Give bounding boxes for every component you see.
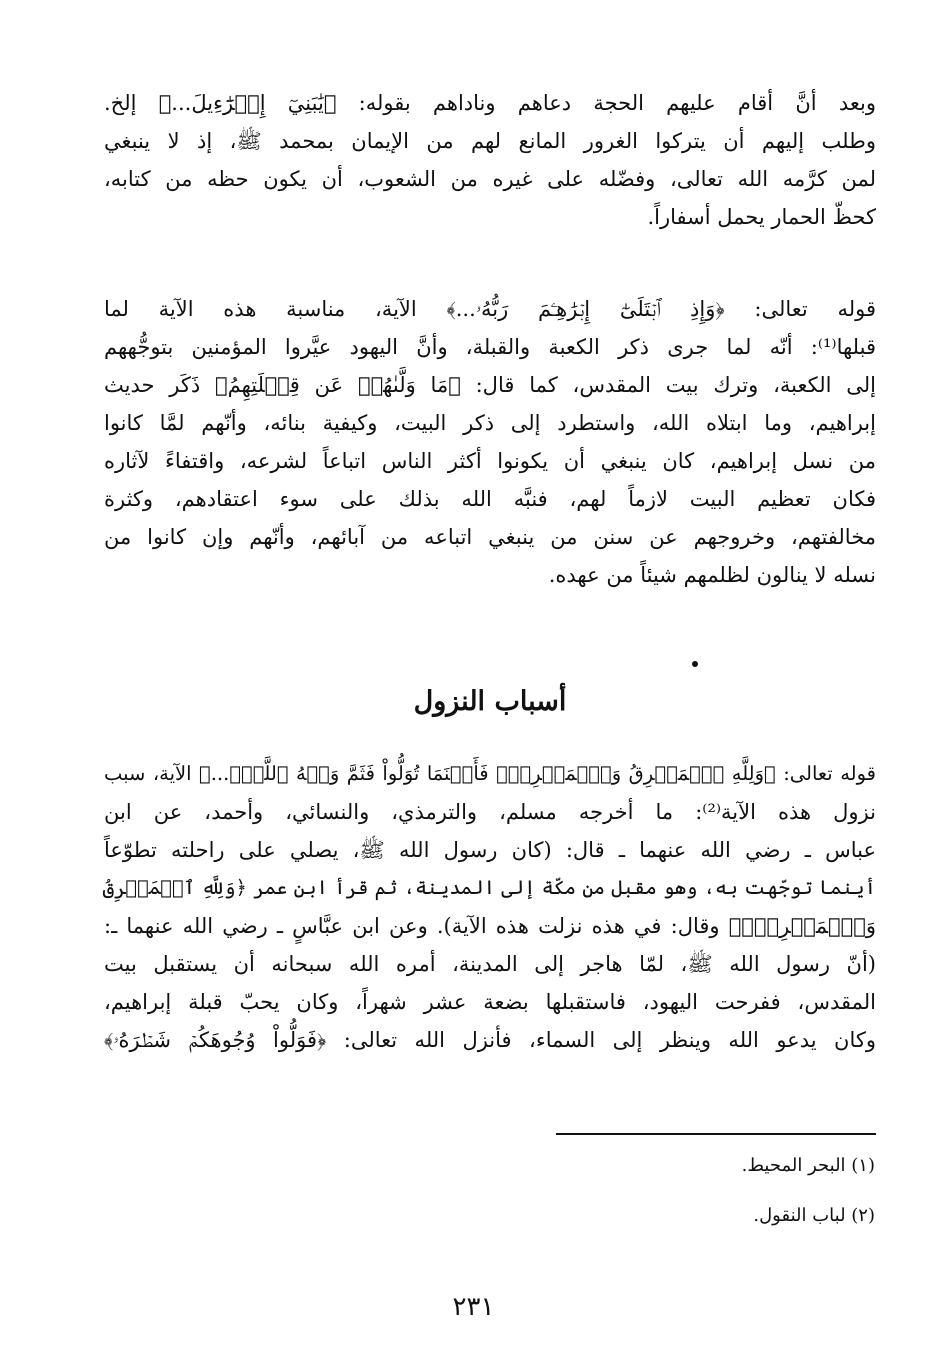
text-line: عباس ـ رضي الله عنهما ـ قال: (كان رسول الله ﷺ، يصلي على راحلته تطوّعاً	[104, 838, 876, 862]
text-line: فكان تعظيم البيت لازماً لهم، فنبَّه الله بذلك على سوء اعتقادهم، وكثرة	[104, 487, 876, 511]
paragraph-intro	[104, 84, 876, 236]
footnote-divider	[556, 1133, 876, 1135]
paragraph-asbab	[104, 755, 876, 1059]
text-line: قوله تعالى: ﴿وَلِلَّهِ ٱلۡمَشۡرِقُ وَٱلۡمَغۡرِبُۚ فَأَيۡنَمَا تُوَلُّواْ فَثَمَّ وَجۡهُ ٱللَّهِۚ...﴾ الآية، سبب	[104, 762, 876, 785]
text-line: نسله لا ينالون لظلمهم شيئاً من عهده.	[548, 563, 876, 587]
text-line: قبلها⁽¹⁾: أنّه لما جرى ذكر الكعبة والقبلة، وأنَّ اليهود عيَّروا المؤمنين بتوجُّههم	[104, 335, 876, 359]
text-line: كحظّ الحمار يحمل أسفاراً.	[647, 205, 876, 229]
text-line: وبعد أنَّ أقام عليهم الحجة دعاهم وناداهم بقوله: ﴿يَٰبَنِيٓ إِسۡرَٰٓءِيلَ...﴾ إلخ.	[104, 91, 876, 115]
text-line: وكان يدعو الله وينظر إلى السماء، فأنزل الله تعالى: ﴿فَوَلُّواْ وُجُوهَكُمۡ شَطۡرَهُۥ﴾	[104, 1028, 876, 1052]
text-line: إلى الكعبة، وترك بيت المقدس، كما قال: ﴿مَا وَلَّىٰهُمۡ عَن قِبۡلَتِهِمُ﴾ ذَكَر حديث	[104, 373, 876, 397]
text-line: المقدس، ففرحت اليهود، فاستقبلها بضعة عشر شهراً، وكان يحبّ قبلة إبراهيم،	[104, 990, 876, 1014]
section-heading: أسباب النزول	[413, 686, 567, 717]
text-line: نزول هذه الآية⁽²⁾: ما أخرجه مسلم، والترمذي، والنسائي، وأحمد، عن ابن	[104, 800, 876, 824]
paragraph-ibrahim-verse	[104, 290, 876, 594]
text-line: وطلب إليهم أن يتركوا الغرور المانع لهم من الإيمان بمحمد ﷺ، إذ لا ينبغي	[104, 129, 876, 153]
text-line: مخالفتهم، وخروجهم عن سنن من ينبغي اتباعه من آبائهم، وأنّهم وإن كانوا من	[104, 525, 876, 549]
text-line: (أنّ رسول الله ﷺ، لمّا هاجر إلى المدينة، أمره الله سبحانه أن يستقبل بيت	[104, 952, 876, 976]
footnote-2: (٢) لباب النقول.	[753, 1205, 875, 1226]
decorative-dot	[692, 661, 698, 667]
page-number: ٢٣١	[452, 1292, 495, 1322]
footnote-1: (١) البحر المحيط.	[741, 1155, 875, 1176]
text-line: إبراهيم، وما ابتلاه الله، واستطرد إلى ذكر البيت، وكيفية بنائه، وأنّهم لمَّا كانوا	[104, 411, 876, 435]
text-line: أينما توجّهت به، وهو مقبل من مكّة إلى المدينة، ثم قرأ ابن عمر ﴿وَلِلَّهِ ٱلۡمَشۡرِقُ	[102, 876, 876, 899]
text-line: قوله تعالى: ﴿وَإِذِ ٱبۡتَلَىٰٓ إِبۡرَٰهِـۧمَ رَبُّهُۥ...﴾ الآية، مناسبة هذه الآية لما	[104, 297, 877, 321]
text-line: وَٱلۡمَغۡرِبُۚ﴾ وقال: في هذه نزلت هذه الآية). وعن ابن عبَّاسٍ ـ رضي الله عنهما ـ:	[104, 914, 876, 938]
text-line: لمن كرَّمه الله تعالى، وفضّله على غيره من الشعوب، أن يكون حظه من كتابه،	[104, 167, 876, 191]
text-line: من نسل إبراهيم، كان ينبغي أن يكونوا أكثر الناس اتباعاً لشرعه، واقتفاءً لآثاره	[104, 449, 876, 473]
